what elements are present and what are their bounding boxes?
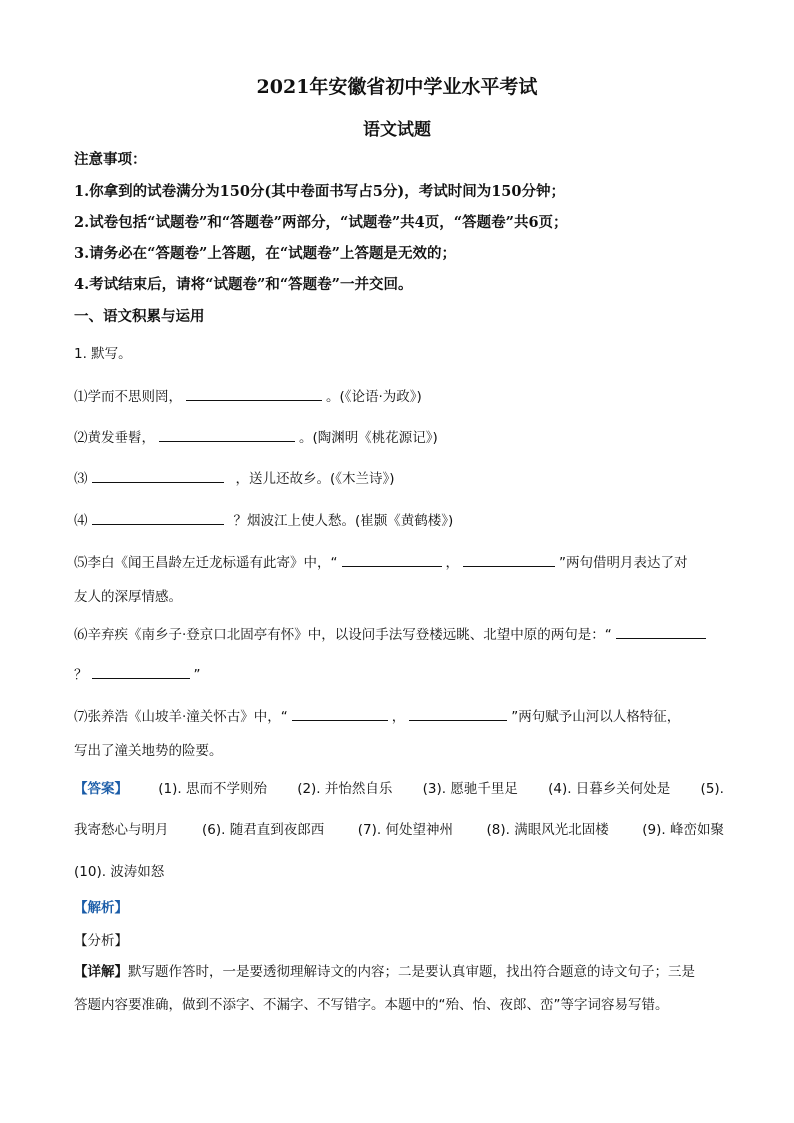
part-1-suffix: 。(《论语·为政》) xyxy=(326,389,422,405)
part-1-prefix: ⑴学而不思则罔， xyxy=(74,389,182,405)
detail-text-1: 默写题作答时，一是要透彻理解诗文的内容；二是要认真审题，找出符合题意的诗文句子；三是 xyxy=(128,964,695,980)
part-2-prefix: ⑵黄发垂髫， xyxy=(74,430,155,446)
answer-blank[interactable] xyxy=(92,510,224,525)
answer-tag: 【答案】 xyxy=(74,781,128,797)
answer-item: (5). xyxy=(700,781,724,797)
answer-blank[interactable] xyxy=(186,386,322,401)
answer-item: 我寄愁心与明月 xyxy=(74,822,169,838)
answer-blank[interactable] xyxy=(342,552,442,567)
analysis-tag: 【解析】 xyxy=(74,900,128,916)
notice-heading: 注意事项： xyxy=(74,151,147,168)
part-4-prefix: ⑷ xyxy=(74,513,88,529)
answer-item: (7). 何处望神州 xyxy=(357,822,453,838)
part-5-comma: ， xyxy=(445,555,459,571)
question-part-6-cont xyxy=(74,664,201,685)
question-part-5 xyxy=(74,552,688,573)
analysis-detail-line-1 xyxy=(74,962,695,982)
part-5-suffix: ”两句借明月表达了对 xyxy=(559,555,688,571)
part-6-prefix: ⑹辛弃疾《南乡子·登京口北固亭有怀》中，以设问手法写登楼远眺、北望中原的两句是：“ xyxy=(74,627,612,643)
notice-item-1: 1.你拿到的试卷满分为150分(其中卷面书写占5分)，考试时间为150分钟； xyxy=(74,183,565,200)
analysis-detail-line-2: 答题内容要准确，做到不添字、不漏字、不写错字。本题中的“殆、怡、夜郎、峦”等字词容易写错。 xyxy=(74,997,669,1013)
answer-blank[interactable] xyxy=(159,427,295,442)
section-heading: 一、语文积累与运用 xyxy=(74,308,205,325)
answer-item: (2). 并怡然自乐 xyxy=(297,781,393,797)
answer-item: (4). 日暮乡关何处是 xyxy=(548,781,671,797)
answer-item: (9). 峰峦如聚 xyxy=(642,822,724,838)
answer-blank[interactable] xyxy=(92,468,224,483)
part-6-suffix: ” xyxy=(193,667,201,683)
notice-item-2: 2.试卷包括“试题卷”和“答题卷”两部分，“试题卷”共4页，“答题卷”共6页； xyxy=(74,214,568,231)
question-part-3 xyxy=(74,468,395,489)
answer-blank[interactable] xyxy=(409,706,507,721)
answer-row-2 xyxy=(74,820,724,840)
part-4-suffix: ？烟波江上使人愁。(崔颢《黄鹤楼》) xyxy=(233,513,454,529)
question-part-7 xyxy=(74,706,680,727)
answer-blank[interactable] xyxy=(92,664,190,679)
answer-item-last: (10). 波涛如怒 xyxy=(74,864,165,880)
part-5-prefix: ⑸李白《闻王昌龄左迁龙标遥有此寄》中，“ xyxy=(74,555,338,571)
question-part-1 xyxy=(74,386,422,407)
question-stem: 1. 默写。 xyxy=(74,346,132,362)
part-7-prefix: ⑺张养浩《山坡羊·潼关怀古》中，“ xyxy=(74,709,288,725)
part-3-suffix: ，送儿还故乡。(《木兰诗》) xyxy=(235,471,395,487)
detail-tag: 【详解】 xyxy=(74,964,128,980)
answer-item: (3). 愿驰千里足 xyxy=(422,781,518,797)
answer-item: (8). 满眼风光北固楼 xyxy=(486,822,609,838)
question-part-2 xyxy=(74,427,438,448)
question-part-6 xyxy=(74,624,710,645)
answer-item: (6). 随君直到夜郎西 xyxy=(202,822,325,838)
answer-row-1 xyxy=(74,779,724,799)
exam-subtitle: 语文试题 xyxy=(363,120,431,140)
part-7-comma: ， xyxy=(391,709,406,725)
part-3-prefix: ⑶ xyxy=(74,471,88,487)
exam-title: 2021年安徽省初中学业水平考试 xyxy=(256,76,538,98)
question-part-7-cont: 写出了潼关地势的险要。 xyxy=(74,743,223,759)
answer-blank[interactable] xyxy=(463,552,555,567)
answer-blank[interactable] xyxy=(292,706,388,721)
part-7-suffix: ”两句赋予山河以人格特征， xyxy=(511,709,681,725)
part-2-suffix: 。(陶渊明《桃花源记》) xyxy=(299,430,438,446)
analysis-fenxi: 【分析】 xyxy=(74,933,128,949)
notice-item-4: 4.考试结束后，请将“试题卷”和“答题卷”一并交回。 xyxy=(74,276,413,293)
answer-item: (1). 思而不学则殆 xyxy=(158,781,267,797)
question-part-5-cont: 友人的深厚情感。 xyxy=(74,589,182,605)
part-6-question-mark: ？ xyxy=(74,667,88,683)
answer-blank[interactable] xyxy=(616,624,706,639)
notice-item-3: 3.请务必在“答题卷”上答题，在“试题卷”上答题是无效的； xyxy=(74,245,456,262)
question-part-4 xyxy=(74,510,453,531)
